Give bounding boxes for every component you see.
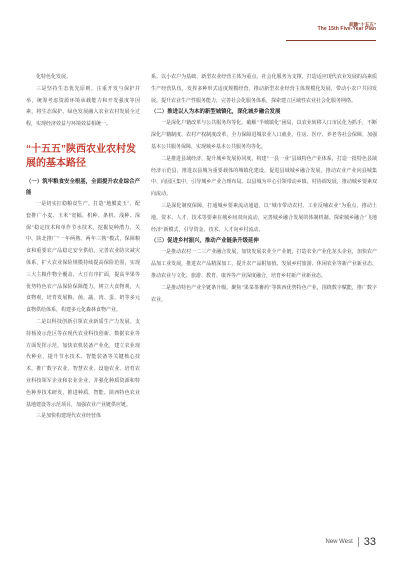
paragraph: 一是深化户籍改革与公共服务均等化。破解“半城镇化”困局，以农业转移人口市民化为抓手，不断深化户籍制度、农村产权制度改革，全力保障进城农业人口就业，住房、医疗、养老等社会保障，加强基本公共服务保障，实现城乡基本公共服务均等化。 [151,120,377,150]
section-title: “十五五”陕西农业农村发展的基本路径 [26,143,136,169]
column-brand [318,22,376,33]
page-footer [326,536,376,548]
paragraph: 二是以科技创新引领农业新质生产力发展。支持杨凌示范区等在现代农业科技创新、数据农业等方面发挥示范，加快农机装备产业化，建立农业现代种业，提升节水技术、智能装备等关键核心技术，推广数字农业、智慧农业、设施农业、培育农业科技领军企业和农业企业，并强化种质资源和特色种养技术研发，推进种质、智能、陕西特色农业基地建设等示范项目，加强农业产业链供应链。 [26,318,140,408]
paragraph: 三是坚持生态优先原则。注重开发与保护并举，统筹考虑资源环境承载能力和开发强度等因素，将生态保护、绿色发展融入农业农村发展全过程，实现经济效益与环境效益相统一。 [26,85,140,128]
paragraph: 一是推动农村一二三产业融合发展，加快发展农业全产业链，打造农业产业化龙头企业，加快农产品加工业发展，推进农产品精深加工，提升农产品附加值。发展乡村旅游、休闲农业等新产业新业态，推动农业与文化、旅游、教育、康养等产业深度融合，培育乡村新产业新业态。 [151,249,377,279]
subheading: （三）促进乡村振兴，推动产业链条升级延伸 [151,238,259,245]
paragraph: 二是推动特色产业全链条升级。聚焦“果菜茶畜药”等陕西优势特色产业，围绕数字赋能，推广数字农业。 [151,284,377,303]
paragraph: 系。以小农户为基础，新型农业经营主体为重点，社会化服务为支撑，打造适应现代农业发展的高素质生产经营队伍，发挥多种形式适度规模经营，推动新型农业经营主体规模化发展，带动小农户共同发展。提升农业生产性服务能力，完善社会化服务体系，探索建立区域性农业社会化服务网络。 [151,74,377,104]
paragraph: 一是切实扛稳粮食生产。打造“地膜麦玉”，配套推广小麦、玉米“宽幅、机种、条机、浅种、深保”稳定技术和单作节水技术。挖掘复种潜力，关中、陕北推广“一年两熟、两年三熟”模式，保障粮食和重要农产品稳定安全供给。完善农业防灾减灾体系，扩大农业保险规模持续提高保险范围，实现三大主粮作物全覆盖、大豆有序扩面，提高苹果等优势特色农产品保险保障能力。树立大食物观，大食物观，培育发展粮、菌、蔬、肉、蛋、奶等多元食物供给体系，构建多元化森林食物产业。 [26,200,140,314]
right-column [151,72,377,306]
paragraph: 二是推进县域经济，提升城乡发展协同度。构建“一县一业”县域特色产业体系，打造一批特色县域经济示范县，推进以县城为重要载体的城镇化建设，促进县域城乡融合发展，推动农业产业向县城集中、向园区集中，引导城乡产业合理布局。以县城为中心引领带动乡镇、村协调发展，推动城乡要素双向流动。 [151,155,377,198]
header-rule [286,40,376,41]
paragraph: 三是加快构建现代农业经营体 [36,413,102,420]
subheading: （二）推进以人为本的新型城镇化，深化城乡融合发展 [151,109,281,116]
brand-cn: 前瞻“十五五” [349,22,376,27]
subheading: （一）筑牢粮食安全根基，全面提升农业综合产能 [26,178,140,196]
paragraph: 三是深化制度保障，打通城乡要素流动通道。以“城市带动农村、工业反哺农业”为重点，推动土地、资本、人才、技术等要素在城乡间双向流动，完善城乡融合发展的体制机制。探索城乡融合“飞地经济”新模式，引导资金、技术、人才向乡村流动。 [151,202,377,233]
footer-divider [358,537,359,547]
paragraph: 化特色化发展。 [36,74,72,80]
brand-en: The 15th Five-Year Plan [317,26,376,33]
page-header [0,0,402,58]
page-number: 33 [363,536,376,548]
magazine-name: New West [325,539,353,545]
left-column [26,72,140,423]
